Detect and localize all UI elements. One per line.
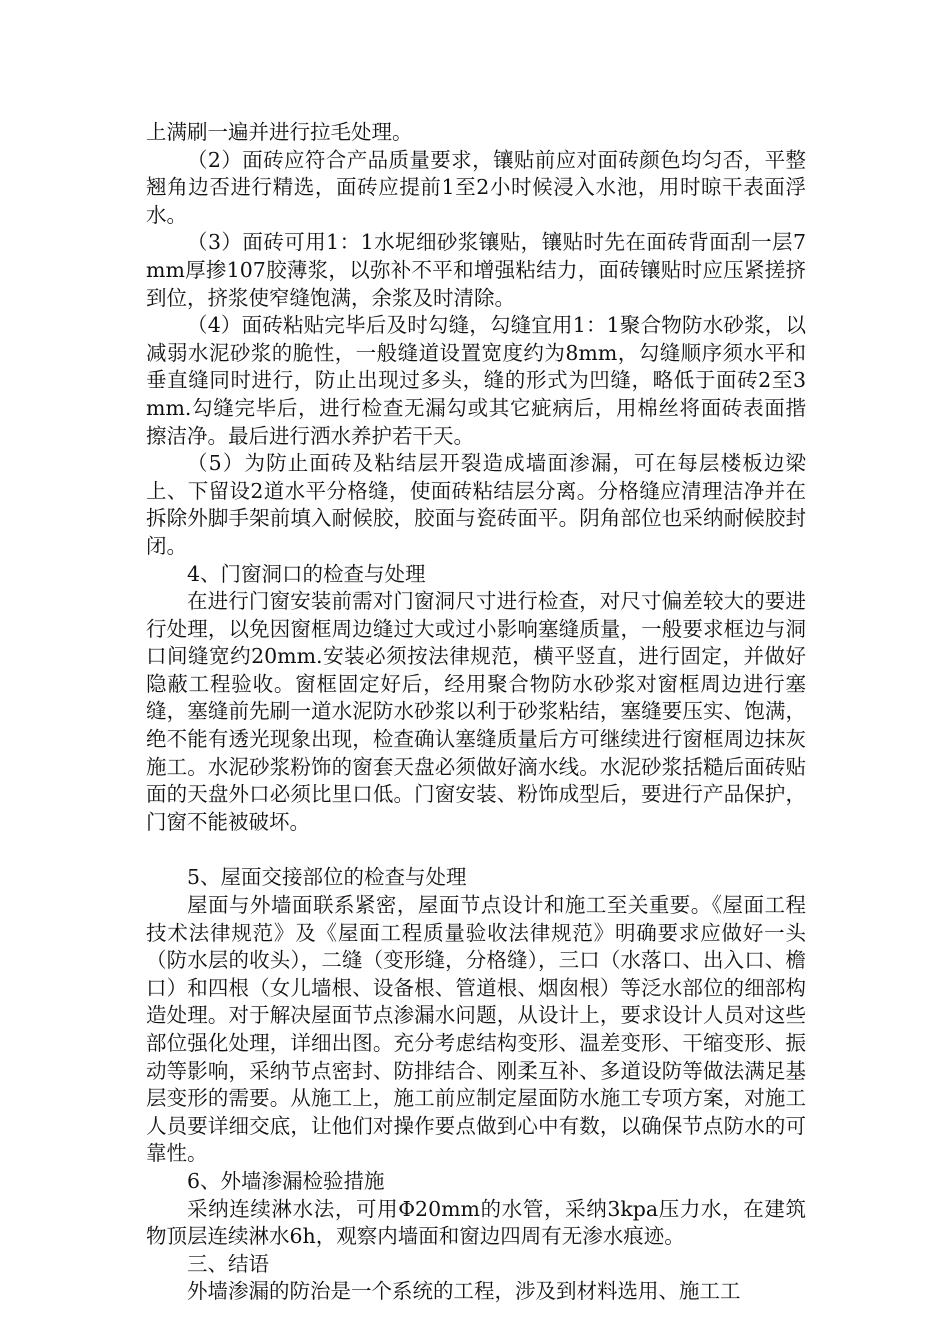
paragraph-inspection: 采纳连续淋水法，可用Φ20mm的水管，采纳3kpa压力水，在建筑物顶层连续淋水6h，观察内墙面和窗边四周有无渗水痕迹。 [146,1196,806,1249]
paragraph-continuation: 上满刷一遍并进行拉毛处理。 [146,120,413,144]
paragraph-item-4: （4）面砖粘贴完毕后及时勾缝，勾缝宜用1：1聚合物防水砂浆，以减弱水泥砂浆的脆性，一般缝道设置宽度约为8mm，勾缝顺序须水平和垂直缝同时进行，防止出现过多头，缝的形式为凹缝，略低于面砖2至3 mm.勾缝完毕后，进行检查无漏勾或其它疵病后，用棉丝将面砖表面揩擦洁净。最后进行洒水养护若干天。 [146,313,806,448]
paragraph-conclusion: 外墙渗漏的防治是一个系统的工程，涉及到材料选用、施工工 [187,1279,741,1304]
document-body [146,119,806,1306]
paragraph-item-3: （3）面砖可用1：1水坭细砂浆镶贴，镶贴时先在面砖背面刮一层7mm厚掺107胶薄浆，以弥补不平和增强粘结力，面砖镶贴时应压紧搓挤到位，挤浆使窄缝饱满，余浆及时清除。 [146,230,806,310]
paragraph-item-2: （2）面砖应符合产品质量要求，镶贴前应对面砖颜色均匀否，平整翘角边否进行精选，面砖应提前1至2小时候浸入水池，用时晾干表面浮水。 [146,147,806,227]
paragraph-item-5: （5）为防止面砖及粘结层开裂造成墙面渗漏，可在每层楼板边梁上、下留设2道水平分格缝，使面砖粘结层分离。分格缝应清理洁净并在拆除外脚手架前填入耐候胶，胶面与瓷砖面平。阴角部位也采纳耐候胶封闭。 [146,451,806,558]
section-heading-conclusion: 三、结语 [187,1251,269,1276]
blank-line [146,836,806,864]
section-heading-4: 4、门窗洞口的检查与处理 [187,561,426,586]
paragraph-door-window: 在进行门窗安装前需对门窗洞尺寸进行检查，对尺寸偏差较大的要进行处理，以免因窗框周边缝过大或过小影响塞缝质量，一般要求框边与洞口间缝宽约20mm.安装必须按法律规范，横平竖直，进行固定，并做好隐蔽工程验收。窗框固定好后，经用聚合物防水砂浆对窗框周边进行塞缝，塞缝前先刷一道水泥防水砂浆以利于砂浆粘结，塞缝要压实、饱满，绝不能有透光现象出现，检查确认塞缝质量后方可继续进行窗框周边抹灰施工。水泥砂浆粉饰的窗套天盘必须做好滴水线。水泥砂浆括糙后面砖贴面的天盘外口必须比里口低。门窗安装、粉饰成型后，要进行产品保护，门窗不能被破坏。 [146,589,806,834]
section-heading-5: 5、屋面交接部位的检查与处理 [187,865,467,890]
section-heading-6: 6、外墙渗漏检验措施 [187,1168,385,1193]
paragraph-roof: 屋面与外墙面联系紧密，屋面节点设计和施工至关重要。《屋面工程技术法律规范》及《屋面工程质量验收法律规范》明确要求应做好一头（防水层的收头），二缝（变形缝，分格缝），三口（水落口、出入口、檐口）和四根（女儿墙根、设备根、管道根、烟囱根）等泛水部位的细部构造处理。对于解决屋面节点渗漏水问题，从设计上，要求设计人员对这些部位强化处理，详细出图。充分考虑结构变形、温差变形、干缩变形、振动等影响，采纳节点密封、防排结合、刚柔互补、多道设防等做法满足基层变形的需要。从施工上，施工前应制定屋面防水施工专项方案，对施工人员要详细交底，让他们对操作要点做到心中有数，以确保节点防水的可靠性。 [146,893,806,1166]
